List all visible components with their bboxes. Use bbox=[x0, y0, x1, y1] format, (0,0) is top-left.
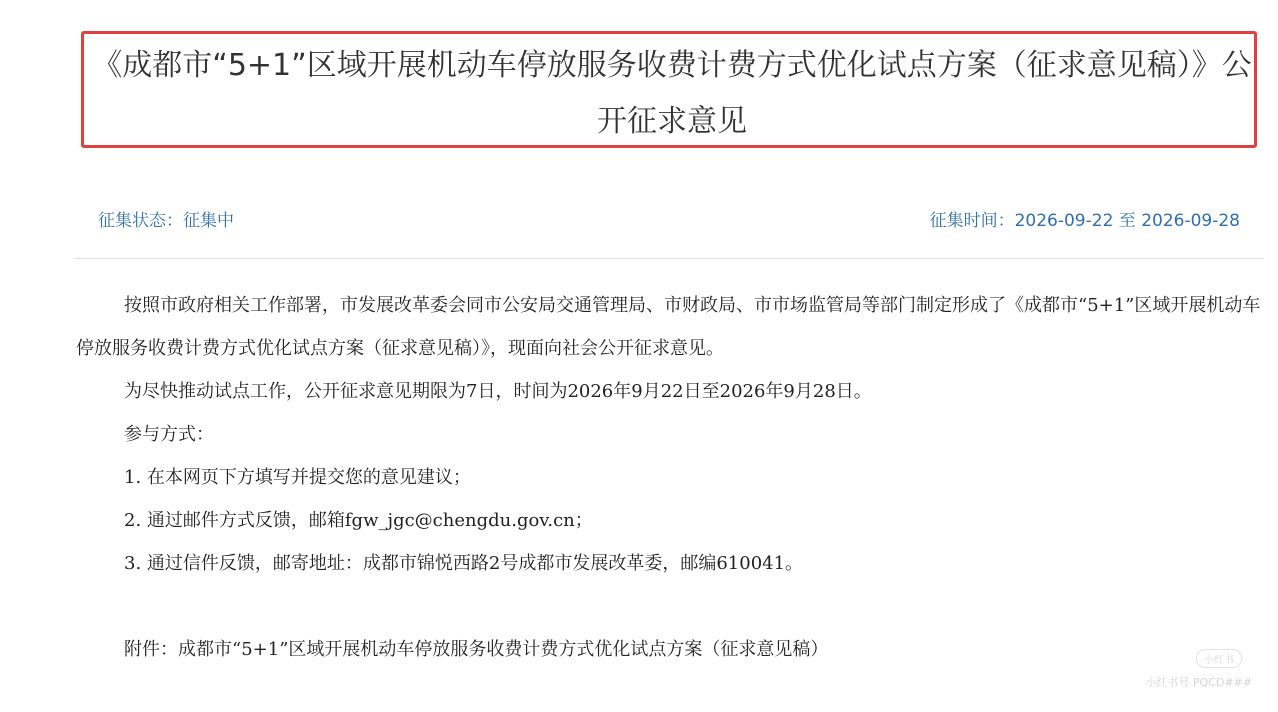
attachment-link[interactable]: 附件：成都市“5+1”区域开展机动车停放服务收费计费方式优化试点方案（征求意见稿） bbox=[124, 639, 829, 660]
method-item-2: 2. 通过邮件方式反馈，邮箱fgw_jgc@chengdu.gov.cn； bbox=[124, 510, 593, 531]
spacer bbox=[76, 585, 1266, 628]
method-item-3: 3. 通过信件反馈，邮寄地址：成都市锦悦西路2号成都市发展改革委，邮编610041。 bbox=[124, 553, 804, 574]
methods-heading: 参与方式： bbox=[124, 424, 214, 445]
watermark-logo: 小红书 bbox=[1196, 649, 1242, 668]
intro-paragraph: 按照市政府相关工作部署，市发展改革委会同市公安局交通管理局、市财政局、市市场监管局等部门制定形成了《成都市“5+1”区域开展机动车停放服务收费计费方式优化试点方案（征求意见稿）》，现面向社会公开征求意见。 bbox=[76, 295, 1261, 359]
divider bbox=[74, 258, 1264, 259]
watermark-text: 小红书号 PQCD### bbox=[1145, 676, 1252, 689]
method-item-1: 1. 在本网页下方填写并提交您的意见建议； bbox=[124, 467, 471, 488]
article-body bbox=[76, 284, 1266, 671]
collection-status: 征集状态：征集中 bbox=[98, 211, 234, 231]
period-paragraph: 为尽快推动试点工作，公开征求意见期限为7日，时间为2026年9月22日至2026年9月28日。 bbox=[124, 381, 872, 402]
collection-time: 征集时间：2026-09-22 至 2026-09-28 bbox=[929, 211, 1240, 231]
page-title: 《成都市“5+1”区域开展机动车停放服务收费计费方式优化试点方案（征求意见稿）》公开征求意见 bbox=[92, 48, 1252, 139]
